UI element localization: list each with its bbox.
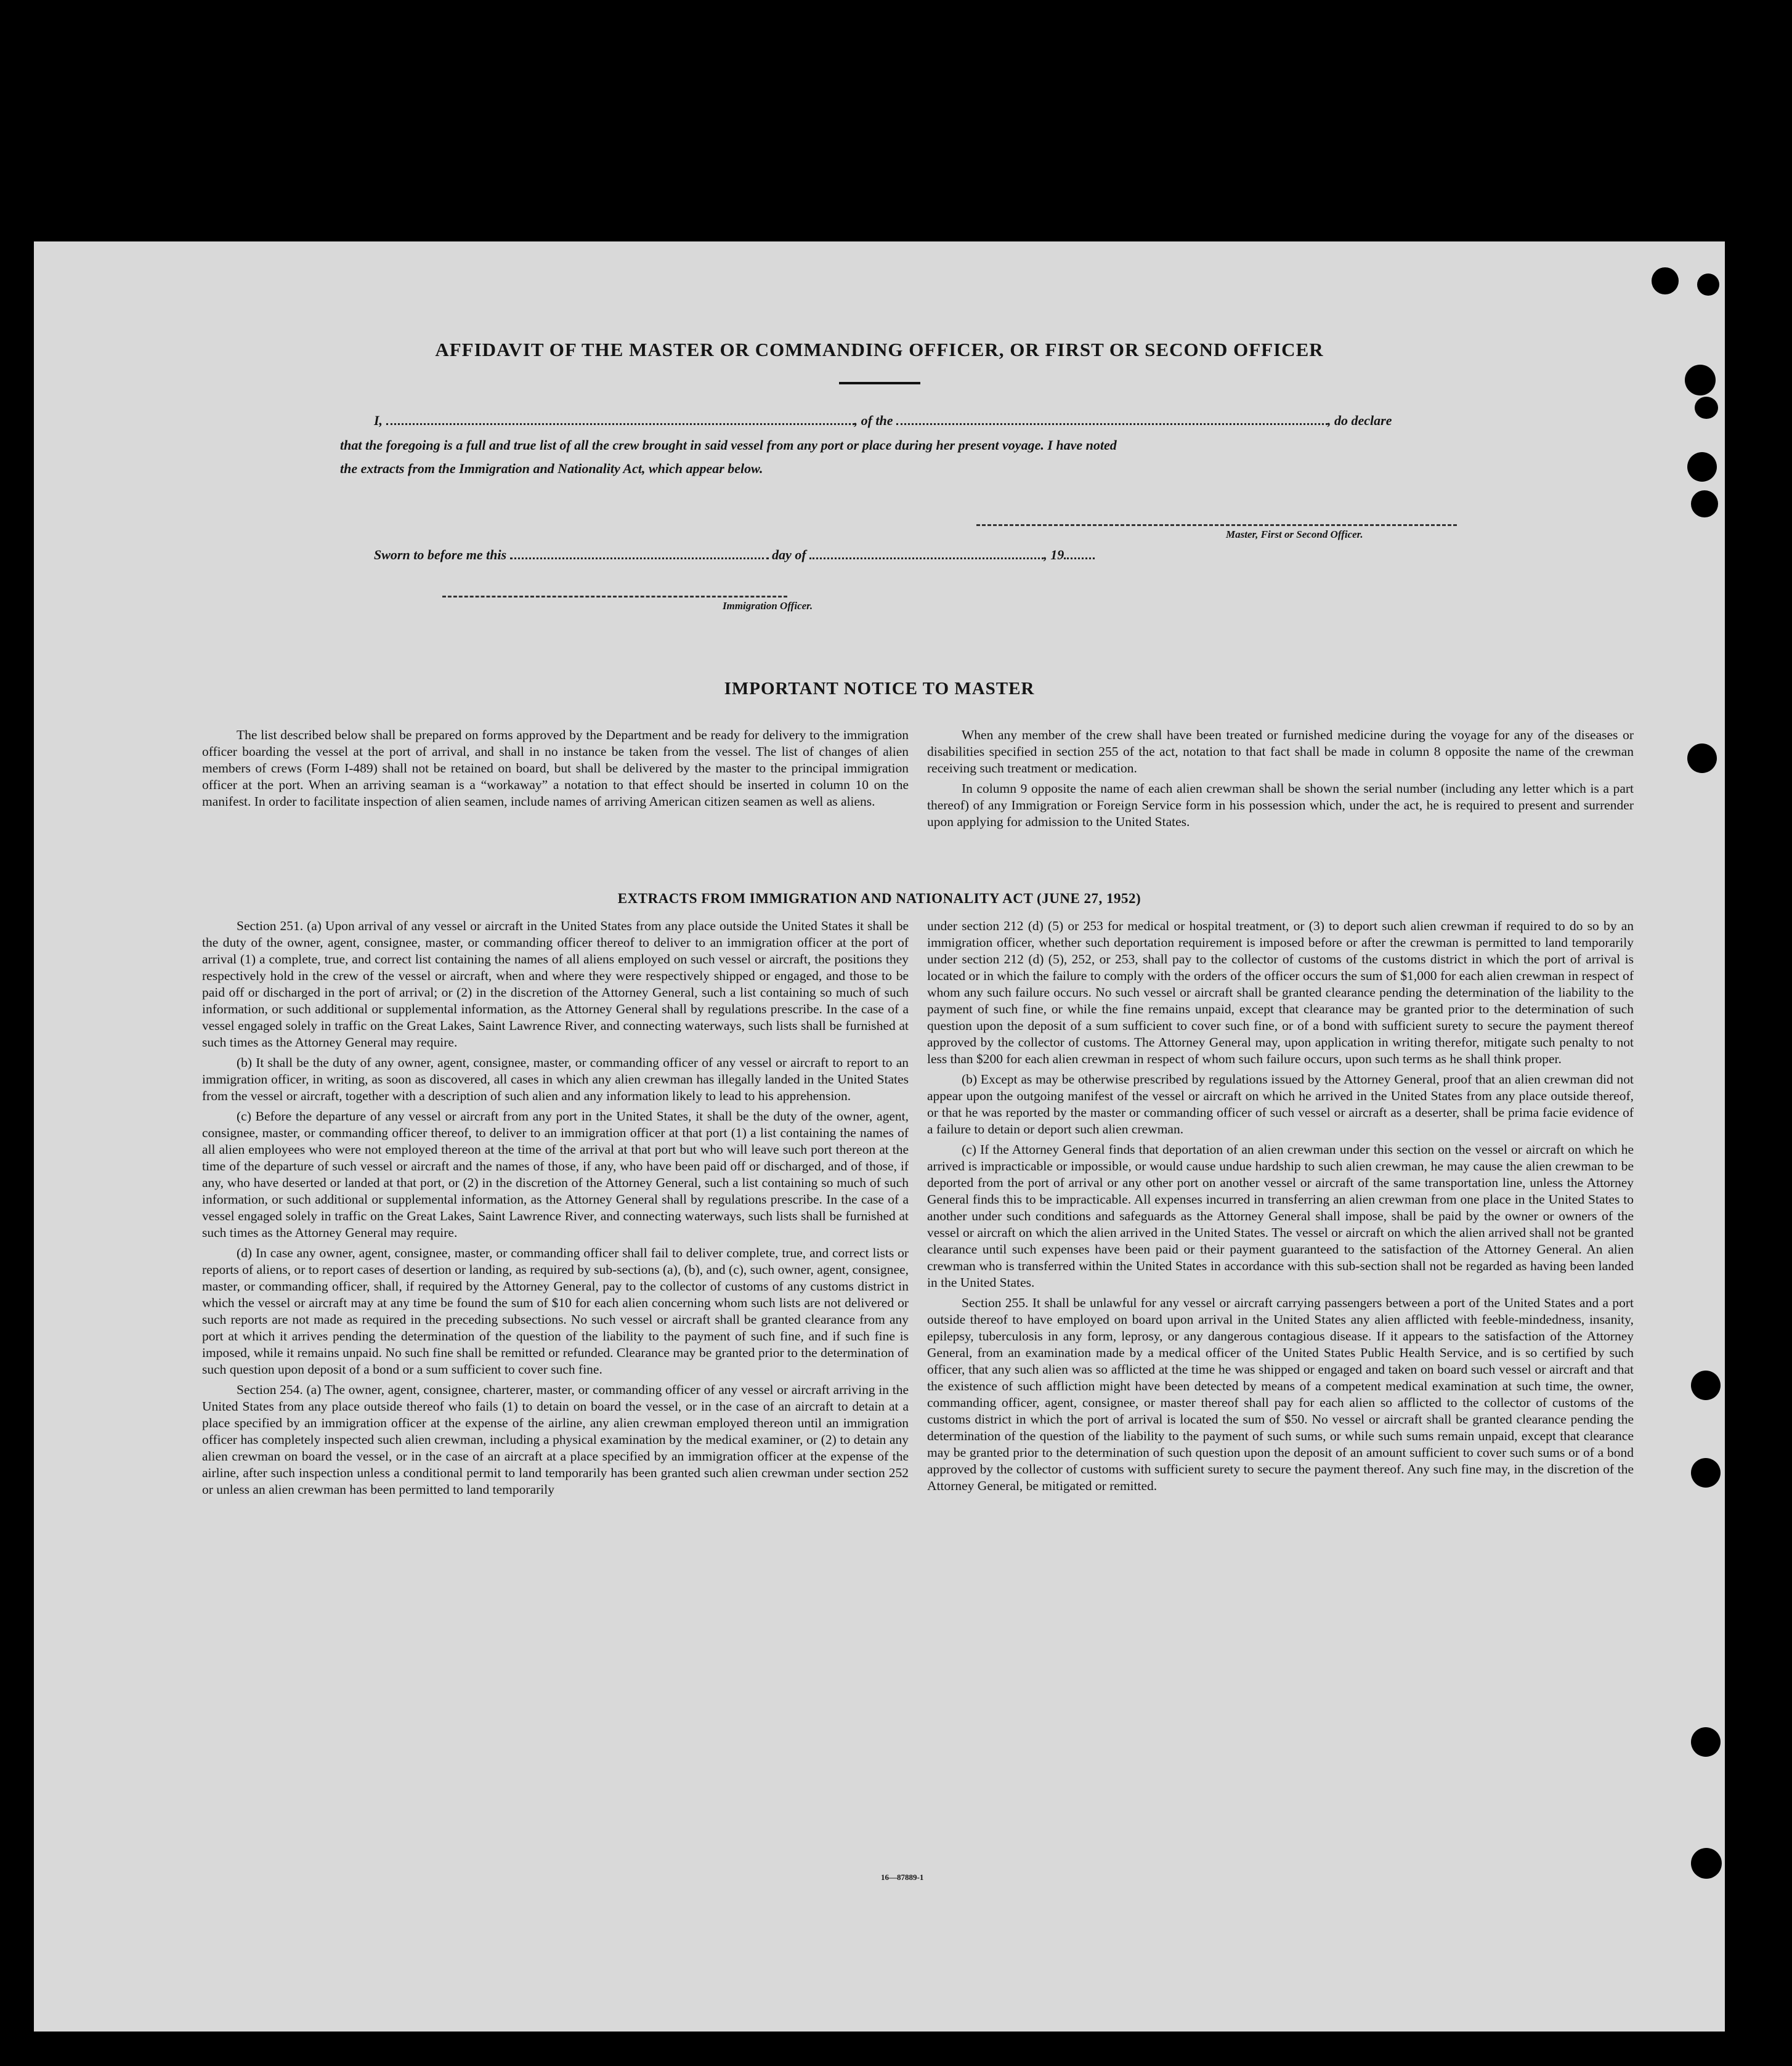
extracts-left-column xyxy=(202,918,909,1502)
vessel-field[interactable] xyxy=(896,415,1328,425)
immigration-officer-label: Immigration Officer. xyxy=(723,600,813,612)
section-251a-paragraph: Section 251. (a) Upon arrival of any vessel or aircraft in the United States from any place outside the United States it shall be the duty of the owner, agent, consignee, master, or commanding officer thereof to deliver to an immigration officer at the port of arrival (1) a complete, true, and correct list containing the names of all aliens employed on such vessel or aircraft, the positions they respectively hold in the crew of the vessel or aircraft, when and where they were respectively shipped or engaged, and those to be paid off or discharged in the port of arrival; or (2) in the discretion of the Attorney General, such a list containing so much of such information, or such additional or supplemental information, as the Attorney General shall by regulations prescribe. In the case of a vessel engaged solely in traffic on the Great Lakes, Saint Lawrence River, and connecting waterways, such lists shall be furnished at such times as the Attorney General may require. xyxy=(202,918,909,1050)
notice-left-paragraph: The list described below shall be prepared on forms approved by the Department and be ready for delivery to the immigration officer boarding the vessel at the port of arrival, and shall in no instance be taken from the vessel. The list of changes of alien members of crews (Form I-489) shall not be retained on board, but shall be delivered by the master to the principal immigration officer at the port. When an arriving seaman is a “workaway” a notation to that effect should be inserted in column 10 on the manifest. In order to facilitate inspection of alien seamen, include names of arriving American citizen seamen as well as aliens. xyxy=(202,727,909,809)
sworn-day-field[interactable] xyxy=(510,549,769,559)
of-the-label: , of the xyxy=(854,413,893,428)
document-sheet xyxy=(34,241,1725,2032)
punch-hole xyxy=(1691,1848,1722,1879)
immigration-officer-signature-field[interactable] xyxy=(442,595,787,598)
section-251b-paragraph: (b) It shall be the duty of any owner, agent, consignee, master, or commanding officer of any vessel or aircraft to report to an immigration officer, in writing, as soon as discovered, all cases in which any alien crewman has illegally landed in the United States from the vessel or aircraft, together with a description of such alien and any information likely to lead to his apprehension. xyxy=(202,1055,909,1103)
punch-hole xyxy=(1695,397,1718,419)
sworn-year-field[interactable] xyxy=(1064,549,1095,559)
sworn-month-field[interactable] xyxy=(809,549,1044,559)
do-declare-label: , do declare xyxy=(1328,413,1392,428)
punch-hole xyxy=(1687,452,1717,482)
section-254a-paragraph: Section 254. (a) The owner, agent, consignee, charterer, master, or commanding officer of any vessel or aircraft arriving in the United States from any place outside thereof who fails (1) to detain on board the vessel, or in the case of an aircraft to detain at a place specified by an immigration officer at the expense of the airline, any alien crewman employed thereon until an immigration officer has completely inspected such alien crewman, including a physical examination by the medical examiner, or (2) to detain any alien crewman on board the vessel, or in the case of an aircraft at a place specified by an immigration officer at the expense of the airline, after such inspection unless a conditional permit to land temporarily has been granted such alien crewman under section 252 or unless an alien crewman has been permitted to land temporarily xyxy=(202,1382,909,1497)
punch-hole xyxy=(1652,267,1679,294)
section-255-paragraph: Section 255. It shall be unlawful for any vessel or aircraft carrying passengers between a port of the United States and a port outside thereof to have employed on board upon arrival in the United States any alien afflicted with feeble-mindedness, insanity, epilepsy, tuberculosis in any form, leprosy, or any dangerous contagious disease. If it appears to the satisfaction of the Attorney General, from an examination made by a medical officer of the United States Public Health Service, and is so certified by such officer, that any such alien was so afflicted at the time he was shipped or engaged and taken on board such vessel or aircraft and that the existence of such affliction might have been detected by means of a competent medical examination at such time, the owner, commanding officer, agent, consignee, or master thereof shall pay for each alien so afflicted to the collector of customs of the customs district in which the port of arrival is located the sum of $50. No vessel or aircraft shall be granted clearance pending the determination of the question of the liability to the payment of such sums, or while such sums remain unpaid, except that clearance may be granted prior to the determination of such question upon the deposit of an amount sufficient to cover such sums or of a bond approved by the collector of customs with sufficient surety to secure the payment thereof. Any such fine may, in the discretion of the Attorney General, be mitigated or remitted. xyxy=(927,1295,1634,1493)
extracts-right-column xyxy=(927,918,1634,1498)
master-signature-label: Master, First or Second Officer. xyxy=(1226,529,1363,540)
notice-right-paragraph-2: In column 9 opposite the name of each alien crewman shall be shown the serial number (including any letter which is a part thereof) of any Immigration or Foreign Service form in his possession which, under the act, he is required to present and surrender upon applying for admission to the United States. xyxy=(927,781,1634,829)
day-of-label: day of xyxy=(772,547,806,562)
section-254a-continued-paragraph: under section 212 (d) (5) or 253 for medical or hospital treatment, or (3) to deport such alien crewman if required to do so by an immigration officer, whether such deportation requirement is imposed before or after the crewman is permitted to land temporarily under section 212 (d) (5), 252, or 253, shall pay to the collector of customs of the customs district in which the port of arrival is located or in which the failure to comply with the orders of the officer occurs the sum of $1,000 for each alien crewman in respect of whom any such failure occurs. No such vessel or aircraft shall be granted clearance pending the determination of the liability to the payment of such fine, or while the fine remains unpaid, except that clearance may be granted prior to the determination of such question upon the deposit of a sum sufficient to cover such fine, or of a bond with sufficient surety to secure the payment thereof approved by the collector of customs. The Attorney General may, upon application in writing therefor, mitigate such penalty to not less than $200 for each alien crewman in respect of whom such failure occurs, upon such terms as he shall think proper. xyxy=(927,918,1634,1066)
declaration-line-1 xyxy=(374,413,1392,429)
punch-hole xyxy=(1685,365,1716,395)
i-label: I, xyxy=(374,413,383,428)
section-251d-paragraph: (d) In case any owner, agent, consignee, master, or commanding officer shall fail to deliver complete, true, and correct lists or reports of aliens, or to report cases of desertion or landing, as required by sub-sections (a), (b), and (c), such owner, agent, consignee, master, or commanding officer, shall, if required by the Attorney General, pay to the collector of customs of any customs district in which the vessel or aircraft may at any time be found the sum of $10 for each alien concerning whom such lists are not delivered or such reports are not made as required in the preceding subsections. No such vessel or aircraft shall be granted clearance from any port at which it arrives pending the determination of the question of the liability to the payment of such fine, and if such fine is imposed, while it remains unpaid. No such fine shall be remitted or refunded. Clearance may be granted prior to the determination of such question upon deposit of a bond or a sum sufficient to cover such fine. xyxy=(202,1246,909,1377)
punch-hole xyxy=(1697,273,1719,296)
punch-hole xyxy=(1691,490,1718,517)
declaration-line-2: that the foregoing is a full and true list of all the crew brought in said vessel from any port or place during her present voyage. I have noted xyxy=(340,437,1117,453)
year-label: 19 xyxy=(1050,547,1064,562)
notice-right-column xyxy=(927,727,1634,834)
form-code: 16—87889-1 xyxy=(881,1873,924,1882)
notice-right-paragraph-1: When any member of the crew shall have been treated or furnished medicine during the voyage for any of the diseases or disabilities specified in section 255 of the act, notation to that fact shall be made in column 8 opposite the name of the crewman receiving such treatment or medication. xyxy=(927,727,1634,776)
extracts-title: EXTRACTS FROM IMMIGRATION AND NATIONALITY ACT (JUNE 27, 1952) xyxy=(617,891,1141,906)
notice-title: IMPORTANT NOTICE TO MASTER xyxy=(724,679,1035,699)
sworn-label: Sworn to before me this xyxy=(374,547,507,562)
section-251c-paragraph: (c) Before the departure of any vessel or aircraft from any port in the United States, it shall be the duty of the owner, agent, consignee, master, or commanding officer thereof, to deliver to an immigration officer at that port (1) a list containing the names of all alien employees who were not employed thereon at the time of the arrival at that port but who will leave such port thereon at the time of the departure of such vessel or aircraft and the names of those, if any, who have been paid off or discharged, and of those, if any, who have deserted or landed at that port, or (2) in the discretion of the Attorney General, such a list containing so much of such information, or such additional or supplemental information, as the Attorney General shall by regulations prescribe. In the case of a vessel engaged solely in traffic on the Great Lakes, Saint Lawrence River, and connecting waterways, such lists shall be furnished at such times as the Attorney General may require. xyxy=(202,1109,909,1240)
punch-hole xyxy=(1691,1371,1721,1400)
master-signature-field[interactable] xyxy=(976,524,1457,526)
section-254b-paragraph: (b) Except as may be otherwise prescribed by regulations issued by the Attorney General, proof that an alien crewman did not appear upon the outgoing manifest of the vessel or aircraft on which he arrived in the United States from any place outside thereof, or that he was reported by the master or commanding officer of such vessel or aircraft as a deserter, shall be prima facie evidence of a failure to detain or deport such alien crewman. xyxy=(927,1072,1634,1136)
affidavit-title: AFFIDAVIT OF THE MASTER OR COMMANDING OFFICER, OR FIRST OR SECOND OFFICER xyxy=(435,339,1324,360)
punch-hole xyxy=(1691,1458,1721,1488)
notice-left-column xyxy=(202,727,909,814)
declaration-line-3: the extracts from the Immigration and Nationality Act, which appear below. xyxy=(340,461,763,476)
section-254c-paragraph: (c) If the Attorney General finds that deportation of an alien crewman under this section on the vessel or aircraft on which he arrived is impracticable or impossible, or would cause undue hardship to such alien crewman, he may cause the alien crewman to be deported from the port of arrival or any other port on another vessel or aircraft of the same transportation line, unless the Attorney General finds this to be impracticable. All expenses incurred in transferring an alien crewman from one place in the United States to another under such conditions and safeguards as the Attorney General shall impose, shall be paid by the owner or owners of the vessel or aircraft on which the alien arrived in the United States. The vessel or aircraft on which the alien arrived shall not be granted clearance until such expenses have been paid or their payment guaranteed to the satisfaction of the Attorney General. An alien crewman who is transferred within the United States in accordance with this sub-section shall not be regarded as having been landed in the United States. xyxy=(927,1142,1634,1290)
name-field[interactable] xyxy=(386,415,854,425)
title-rule xyxy=(839,382,920,384)
punch-hole xyxy=(1691,1727,1721,1757)
punch-hole xyxy=(1687,743,1717,773)
sworn-line: Sworn to before me this day of , 19 xyxy=(374,547,1095,563)
